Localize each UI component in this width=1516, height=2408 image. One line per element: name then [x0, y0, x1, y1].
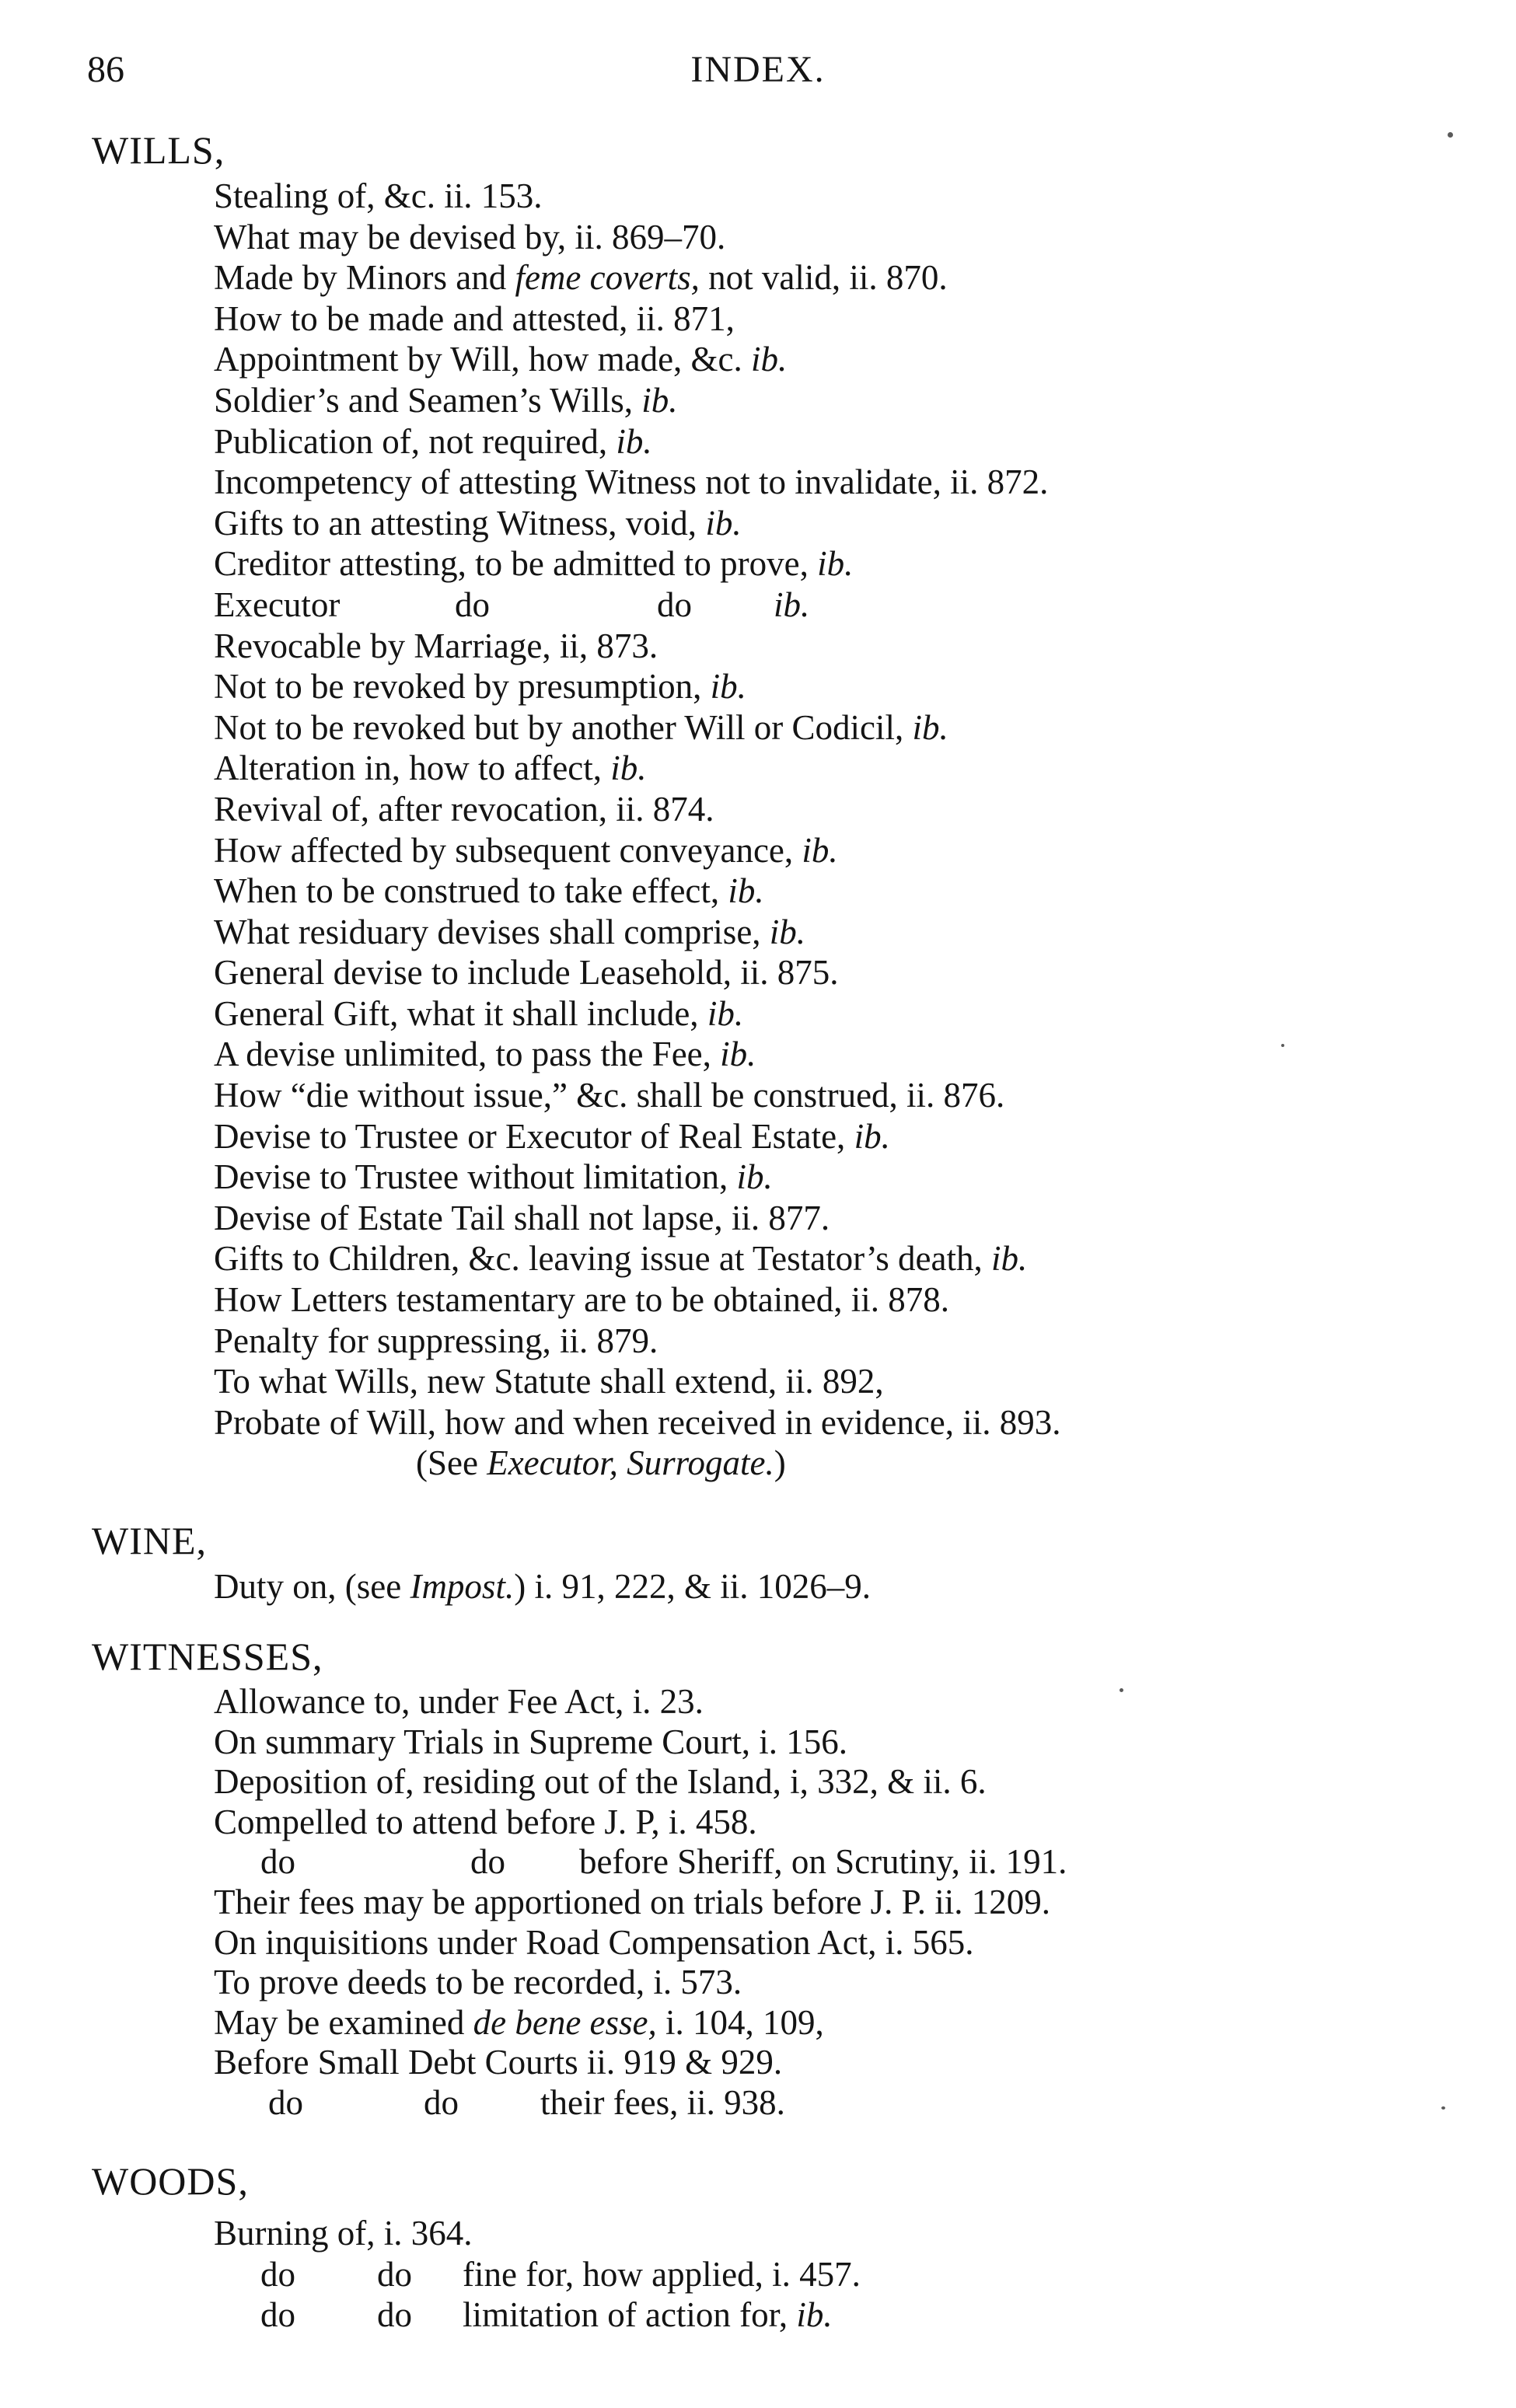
entry	[214, 339, 1061, 380]
entry-text: fine for, how applied, i. 457.	[463, 2254, 861, 2294]
entry: Compelled to attend before J. P, i. 458.	[214, 1802, 757, 1841]
ibid: ib.	[796, 2295, 833, 2335]
entry	[214, 830, 1061, 871]
entry: Penalty for suppressing, ii. 879.	[214, 1321, 658, 1360]
entry	[214, 1157, 1061, 1198]
see-text: (See	[416, 1443, 478, 1483]
ibid: ib.	[751, 340, 788, 379]
entry: Before Small Debt Courts ii. 919 & 929.	[214, 2043, 783, 2082]
entry-text: Devise to Trustee without limitation,	[214, 1157, 728, 1197]
ditto: do	[260, 1842, 295, 1882]
wine-entries	[214, 1566, 871, 1607]
entry	[214, 912, 1061, 953]
entry	[214, 1238, 1061, 1279]
entry-text: Made by Minors and	[214, 258, 507, 298]
entry	[214, 1034, 1061, 1075]
ibid: ib.	[705, 503, 742, 543]
ibid: ib.	[736, 1157, 773, 1197]
running-title: INDEX.	[690, 49, 826, 90]
ibid: ib.	[710, 667, 746, 707]
entry-text: A devise unlimited, to pass the Fee,	[214, 1035, 711, 1074]
entry	[214, 871, 1061, 912]
entry: On inquisitions under Road Compensation Act, i. 565.	[214, 1922, 974, 1962]
ibid: ib.	[774, 585, 810, 624]
ibid: ib.	[720, 1035, 756, 1074]
page-number: 86	[87, 49, 124, 90]
entry	[214, 585, 1061, 626]
ditto: do	[260, 2295, 295, 2335]
ibid: ib.	[707, 993, 744, 1033]
ibid: ib.	[610, 749, 647, 788]
ibid: ib.	[769, 912, 806, 951]
entry	[214, 1842, 1067, 1883]
entry-text: When to be construed to take effect,	[214, 871, 720, 911]
entry	[214, 257, 1061, 298]
entry-text: May be examined	[214, 2002, 465, 2042]
italic-term: de bene esse,	[473, 2002, 657, 2042]
ditto: do	[424, 2082, 459, 2122]
entry-text: Not to be revoked but by another Will or Codicil,	[214, 707, 904, 747]
see-also	[214, 1443, 1061, 1484]
entry	[214, 707, 1061, 749]
entry: Revival of, after revocation, ii. 874.	[214, 789, 714, 829]
entry-text: limitation of action for,	[463, 2295, 788, 2335]
ibid: ib.	[641, 380, 678, 420]
see-executor: Executor,	[487, 1443, 618, 1483]
entry	[214, 993, 1061, 1035]
ibid: ib.	[991, 1239, 1028, 1279]
witnesses-entries	[214, 1682, 1067, 2124]
ibid: ib.	[802, 830, 838, 870]
ditto: do	[377, 2254, 412, 2294]
entry-text: Publication of, not required,	[214, 421, 608, 461]
entry-text: Executor	[214, 585, 341, 624]
print-speck	[1448, 132, 1453, 138]
ibid: ib.	[616, 421, 652, 461]
entry-text: Devise to Trustee or Executor of Real Estate,	[214, 1116, 846, 1156]
entry	[214, 543, 1061, 585]
heading-witnesses: WITNESSES,	[92, 1635, 323, 1678]
ibid: ib.	[912, 707, 948, 747]
italic-term: feme coverts,	[515, 258, 700, 298]
entry: How Letters testamentary are to be obtained, ii. 878.	[214, 1280, 949, 1320]
entry	[214, 1566, 871, 1607]
heading-woods: WOODS,	[92, 2159, 249, 2203]
entry-text: Not to be revoked by presumption,	[214, 667, 702, 707]
ibid: ib.	[817, 544, 854, 584]
entry: To prove deeds to be recorded, i. 573.	[214, 1963, 742, 2002]
entry	[214, 2295, 861, 2336]
entry: Allowance to, under Fee Act, i. 23.	[214, 1682, 704, 1721]
italic-term: Impost.	[410, 1567, 515, 1606]
entry-text: i. 104, 109,	[656, 2002, 824, 2042]
wills-entries	[214, 176, 1061, 1484]
entry: On summary Trials in Supreme Court, i. 156.	[214, 1722, 848, 1761]
ditto: do	[268, 2082, 303, 2122]
entry-text: Alteration in, how to affect,	[214, 749, 603, 788]
entry-text: their fees, ii. 938.	[540, 2082, 785, 2122]
entry-text: before Sheriff, on Scrutiny, ii. 191.	[579, 1842, 1067, 1882]
entry-text: ) i. 91, 222, & ii. 1026–9.	[514, 1567, 871, 1606]
entry: General devise to include Leasehold, ii. 875.	[214, 953, 839, 993]
entry-text: Gifts to Children, &c. leaving issue at Testator’s death,	[214, 1239, 983, 1279]
entry: Deposition of, residing out of the Island, i, 332, & ii. 6.	[214, 1762, 987, 1802]
entry	[214, 421, 1061, 462]
entry: To what Wills, new Statute shall extend, ii. 892,	[214, 1362, 884, 1401]
see-close: )	[774, 1443, 786, 1483]
ibid: ib.	[854, 1116, 890, 1156]
entry	[214, 1116, 1061, 1157]
ditto: do	[470, 1842, 505, 1882]
ditto: do	[377, 2295, 412, 2335]
entry: Revocable by Marriage, ii, 873.	[214, 626, 658, 665]
entry: Incompetency of attesting Witness not to invalidate, ii. 872.	[214, 462, 1049, 502]
entry-text: Appointment by Will, how made, &c.	[214, 340, 742, 379]
ibid: ib.	[728, 871, 764, 911]
heading-wine: WINE,	[92, 1519, 207, 1562]
see-surrogate: Surrogate.	[627, 1443, 774, 1483]
running-header	[0, 48, 1516, 103]
entry-text: How affected by subsequent conveyance,	[214, 830, 794, 870]
heading-wills: WILLS,	[92, 128, 225, 172]
entry	[214, 503, 1061, 544]
entry-text: General Gift, what it shall include,	[214, 993, 699, 1033]
print-speck	[1441, 2106, 1445, 2110]
entry-text: Gifts to an attesting Witness, void,	[214, 503, 697, 543]
entry: What may be devised by, ii. 869–70.	[214, 217, 726, 257]
entry	[214, 2083, 1067, 2124]
entry	[214, 2003, 1067, 2043]
print-speck	[1281, 1044, 1284, 1047]
entry-text: not valid, ii. 870.	[699, 258, 948, 298]
entry-text: Creditor attesting, to be admitted to prove,	[214, 544, 809, 584]
entry: Devise of Estate Tail shall not lapse, ii. 877.	[214, 1198, 830, 1237]
entry	[214, 380, 1061, 421]
ditto: do	[260, 2254, 295, 2294]
entry	[214, 666, 1061, 707]
print-speck	[1120, 1688, 1123, 1692]
ditto: do	[657, 585, 692, 624]
entry	[214, 748, 1061, 789]
entry: How “die without issue,” &c. shall be construed, ii. 876.	[214, 1076, 1005, 1115]
entry	[214, 2254, 861, 2295]
ditto: do	[455, 585, 490, 624]
entry: Burning of, i. 364.	[214, 2214, 473, 2253]
entry: Stealing of, &c. ii. 153.	[214, 176, 543, 215]
entry: How to be made and attested, ii. 871,	[214, 298, 735, 338]
entry-text: Soldier’s and Seamen’s Wills,	[214, 380, 633, 420]
entry: Their fees may be apportioned on trials before J. P. ii. 1209.	[214, 1882, 1050, 1921]
entry-text: What residuary devises shall comprise,	[214, 912, 761, 951]
entry: Probate of Will, how and when received in evidence, ii. 893.	[214, 1402, 1061, 1442]
entry-text: Duty on, (see	[214, 1567, 402, 1606]
woods-entries	[214, 2213, 861, 2336]
